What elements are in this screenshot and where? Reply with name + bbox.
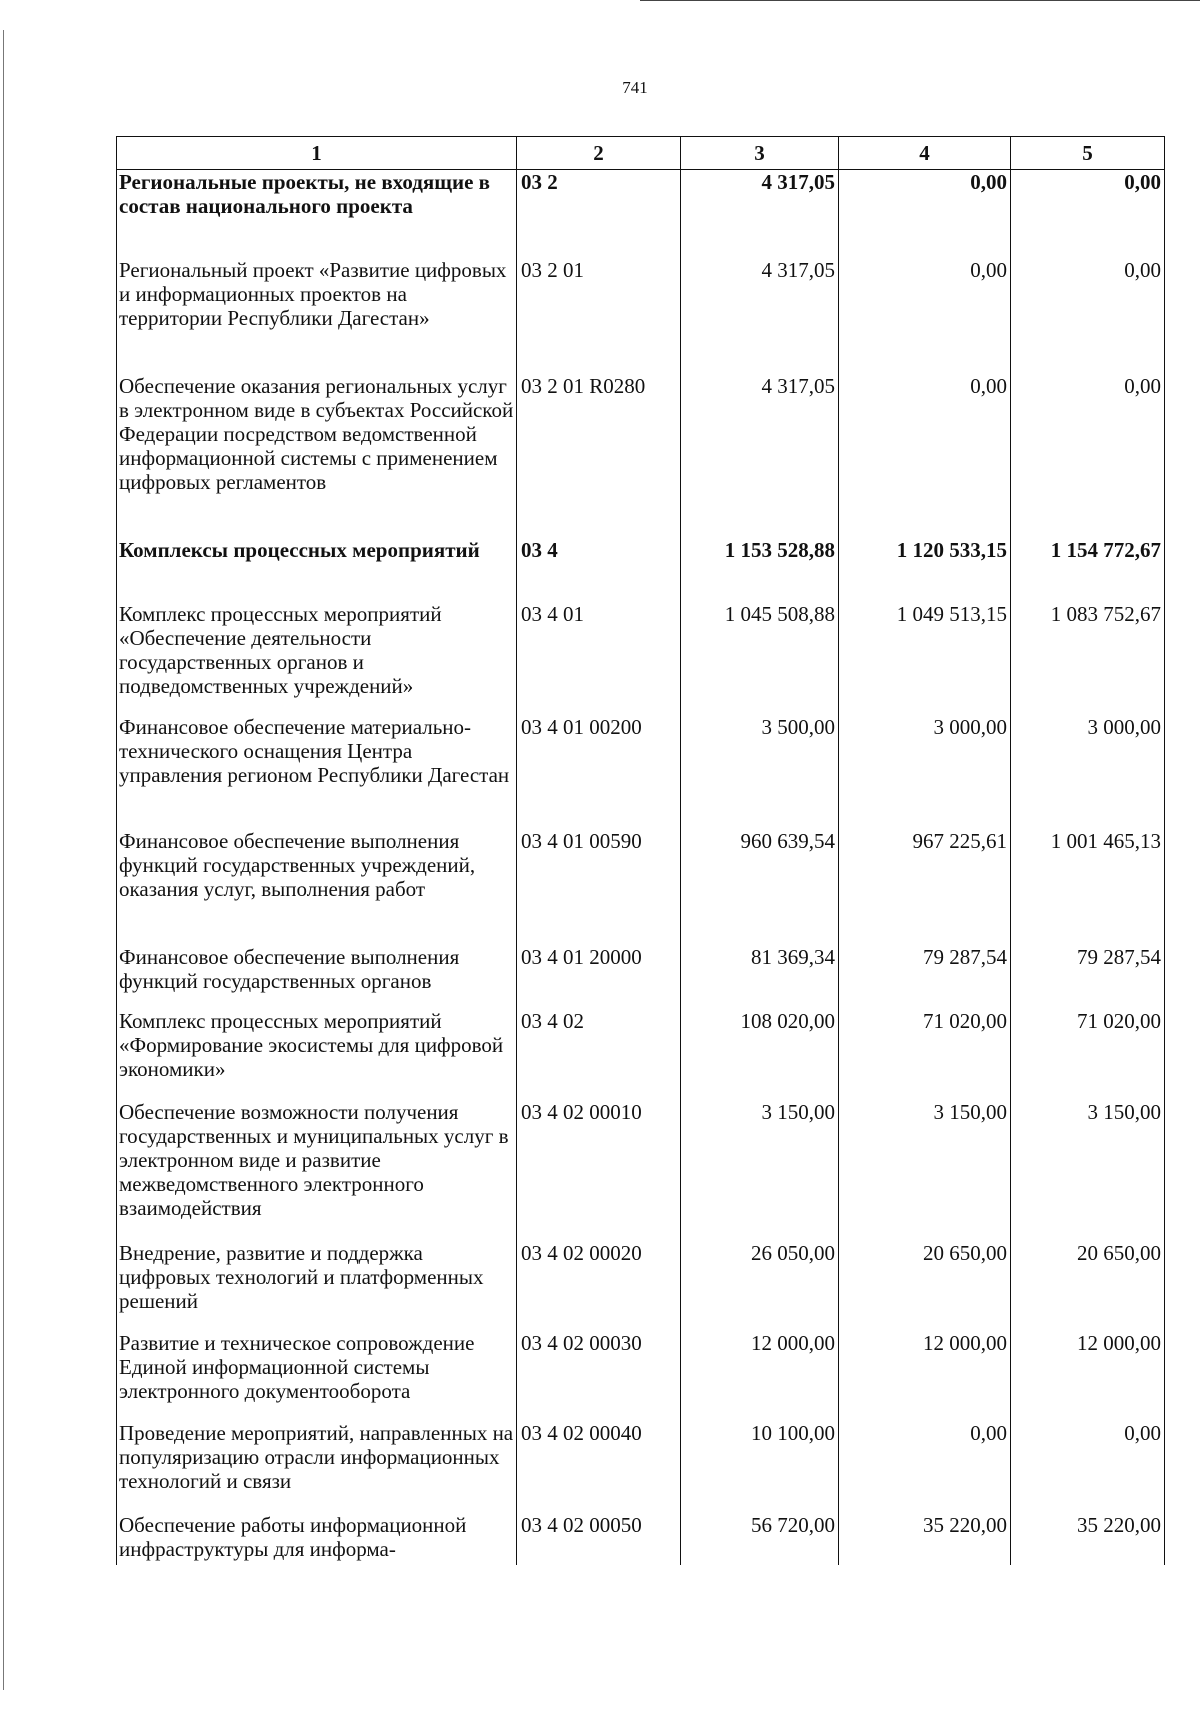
table-row [117,258,1165,374]
row-code: 03 4 01 00200 [517,715,681,829]
row-value-col3: 56 720,00 [681,1513,839,1565]
row-value-col3: 4 317,05 [681,374,839,538]
row-code: 03 2 01 [517,258,681,374]
row-code: 03 2 01 R0280 [517,374,681,538]
row-code: 03 4 01 00590 [517,829,681,945]
row-value-col3: 4 317,05 [681,170,839,259]
row-value-col4: 35 220,00 [839,1513,1011,1565]
row-value-col5: 1 001 465,13 [1011,829,1165,945]
row-code: 03 4 02 00020 [517,1241,681,1331]
table-row [117,945,1165,1009]
row-description: Финансовое обеспечение выполнения функций государственных учреждений, оказания услуг, выполнения работ [117,829,517,945]
row-value-col5: 79 287,54 [1011,945,1165,1009]
row-value-col3: 3 150,00 [681,1100,839,1241]
row-code: 03 4 02 00050 [517,1513,681,1565]
row-code: 03 4 [517,538,681,602]
row-value-col4: 20 650,00 [839,1241,1011,1331]
row-value-col3: 81 369,34 [681,945,839,1009]
row-description: Развитие и техническое сопровождение Единой информационной системы электронного документооборота [117,1331,517,1421]
row-description: Финансовое обеспечение выполнения функций государственных органов [117,945,517,1009]
scan-edge-left [3,30,4,1690]
row-code: 03 2 [517,170,681,259]
row-description: Региональный проект «Развитие цифровых и информационных проектов на территории Республики Дагестан» [117,258,517,374]
table-row [117,1513,1165,1565]
row-code: 03 4 01 [517,602,681,715]
row-value-col4: 967 225,61 [839,829,1011,945]
row-code: 03 4 02 [517,1009,681,1100]
column-header-4: 4 [839,137,1011,170]
row-description: Обеспечение оказания региональных услуг в электронном виде в субъектах Российской Федерации посредством ведомственной информационной системы с применением цифровых регламентов [117,374,517,538]
row-value-col5: 3 000,00 [1011,715,1165,829]
row-value-col4: 71 020,00 [839,1009,1011,1100]
row-value-col4: 0,00 [839,170,1011,259]
page-number: 741 [622,78,648,97]
column-header-3: 3 [681,137,839,170]
row-value-col4: 12 000,00 [839,1331,1011,1421]
budget-table [116,136,1165,1565]
row-value-col4: 0,00 [839,258,1011,374]
row-value-col3: 4 317,05 [681,258,839,374]
row-value-col5: 71 020,00 [1011,1009,1165,1100]
row-value-col4: 3 000,00 [839,715,1011,829]
row-value-col5: 1 154 772,67 [1011,538,1165,602]
row-value-col3: 108 020,00 [681,1009,839,1100]
table-row [117,538,1165,602]
row-value-col4: 0,00 [839,374,1011,538]
row-code: 03 4 02 00040 [517,1421,681,1513]
row-value-col3: 960 639,54 [681,829,839,945]
row-description: Комплекс процессных мероприятий «Обеспечение деятельности государственных органов и подведомственных учреждений» [117,602,517,715]
table-row [117,1100,1165,1241]
row-description: Внедрение, развитие и поддержка цифровых технологий и платформенных решений [117,1241,517,1331]
row-description: Проведение мероприятий, направленных на популяризацию отрасли информационных технологий и связи [117,1421,517,1513]
row-value-col5: 3 150,00 [1011,1100,1165,1241]
table-row [117,170,1165,259]
row-value-col3: 26 050,00 [681,1241,839,1331]
row-value-col3: 1 045 508,88 [681,602,839,715]
row-value-col5: 0,00 [1011,374,1165,538]
row-description: Комплекс процессных мероприятий «Формирование экосистемы для цифровой экономики» [117,1009,517,1100]
table-row [117,715,1165,829]
row-code: 03 4 01 20000 [517,945,681,1009]
row-description: Обеспечение работы информационной инфраструктуры для информа- [117,1513,517,1565]
row-value-col4: 1 049 513,15 [839,602,1011,715]
table-row [117,1009,1165,1100]
table-row [117,1331,1165,1421]
column-header-5: 5 [1011,137,1165,170]
row-value-col3: 10 100,00 [681,1421,839,1513]
row-description: Финансовое обеспечение материально-технического оснащения Центра управления регионом Республики Дагестан [117,715,517,829]
row-value-col5: 0,00 [1011,1421,1165,1513]
table-body [117,170,1165,1566]
row-value-col5: 0,00 [1011,170,1165,259]
row-value-col5: 12 000,00 [1011,1331,1165,1421]
row-description: Региональные проекты, не входящие в состав национального проекта [117,170,517,259]
table-row [117,374,1165,538]
row-value-col5: 0,00 [1011,258,1165,374]
row-description: Обеспечение возможности получения государственных и муниципальных услуг в электронном виде и развитие межведомственного электронного взаимодействия [117,1100,517,1241]
row-value-col3: 12 000,00 [681,1331,839,1421]
table-row [117,1241,1165,1331]
row-description: Комплексы процессных мероприятий [117,538,517,602]
column-header-2: 2 [517,137,681,170]
row-value-col4: 1 120 533,15 [839,538,1011,602]
row-value-col4: 79 287,54 [839,945,1011,1009]
table-header-row [117,137,1165,170]
row-value-col5: 1 083 752,67 [1011,602,1165,715]
row-value-col4: 0,00 [839,1421,1011,1513]
scan-edge-top [640,0,1200,1]
row-value-col4: 3 150,00 [839,1100,1011,1241]
row-value-col5: 20 650,00 [1011,1241,1165,1331]
row-value-col3: 1 153 528,88 [681,538,839,602]
row-code: 03 4 02 00030 [517,1331,681,1421]
row-value-col5: 35 220,00 [1011,1513,1165,1565]
table-row [117,829,1165,945]
table-row [117,1421,1165,1513]
row-code: 03 4 02 00010 [517,1100,681,1241]
table-row [117,602,1165,715]
column-header-1: 1 [117,137,517,170]
row-value-col3: 3 500,00 [681,715,839,829]
